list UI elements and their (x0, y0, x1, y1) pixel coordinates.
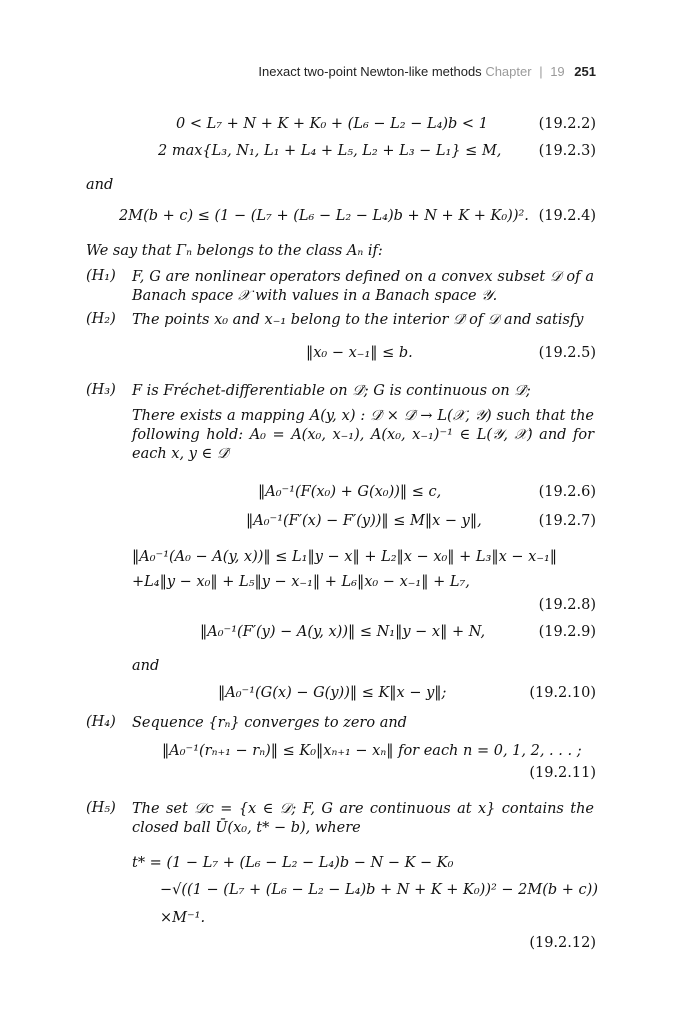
equation-19-2-12-line1: t* = (1 − L₇ + (L₆ − L₂ − L₄)b − N − K − K₀ (132, 855, 454, 871)
hypothesis-h3-line1: F is Fréchet-differentiable on 𝒟̊; G is continuous on 𝒟̊; (132, 383, 531, 399)
equation-number-19-2-4: (19.2.4) (538, 208, 596, 224)
hypothesis-tag-h5: (H₅) (86, 800, 116, 816)
equation-number-19-2-8: (19.2.8) (538, 597, 596, 613)
equation-number-19-2-11: (19.2.11) (529, 765, 596, 781)
hypothesis-tag-h1: (H₁) (86, 268, 116, 284)
running-header (258, 64, 596, 79)
equation-19-2-5: ‖x₀ − x₋₁‖ ≤ b. (306, 345, 413, 361)
hypothesis-tag-h2: (H₂) (86, 311, 116, 327)
equation-number-19-2-5: (19.2.5) (538, 345, 596, 361)
hypothesis-h4-text: Sequence {rₙ} converges to zero and (132, 715, 407, 731)
equation-number-19-2-3: (19.2.3) (538, 143, 596, 159)
equation-19-2-2: 0 < L₇ + N + K + K₀ + (L₆ − L₂ − L₄)b < 1 (176, 116, 488, 132)
equation-19-2-8-line2: +L₄‖y − x₀‖ + L₅‖y − x₋₁‖ + L₆‖x₀ − x₋₁‖ + L₇, (132, 574, 470, 590)
equation-number-19-2-9: (19.2.9) (538, 624, 596, 640)
equation-19-2-12-line3: ×M⁻¹. (160, 910, 206, 926)
equation-19-2-11: ‖A₀⁻¹(rₙ₊₁ − rₙ)‖ ≤ K₀‖xₙ₊₁ − xₙ‖ for each n = 0, 1, 2, . . . ; (162, 743, 582, 759)
equation-19-2-8-line1: ‖A₀⁻¹(A₀ − A(y, x))‖ ≤ L₁‖y − x‖ + L₂‖x − x₀‖ + L₃‖x − x₋₁‖ (132, 549, 558, 565)
equation-19-2-3: 2 max{L₃, N₁, L₁ + L₄ + L₅, L₂ + L₃ − L₁} ≤ M, (158, 143, 502, 159)
hypothesis-h5-text: The set 𝒟c = {x ∈ 𝒟; F, G are continuous at x} contains the closed ball Ū(x₀, t* − b), where (132, 801, 594, 836)
chapter-label: Chapter (485, 64, 532, 79)
hypothesis-tag-h4: (H₄) (86, 714, 116, 730)
header-separator: | (539, 64, 543, 79)
equation-19-2-10: ‖A₀⁻¹(G(x) − G(y))‖ ≤ K‖x − y‖; (218, 685, 447, 701)
hypothesis-h2-text: The points x₀ and x₋₁ belong to the interior 𝒟̊ of 𝒟 and satisfy (132, 312, 584, 328)
equation-19-2-4: 2M(b + c) ≤ (1 − (L₇ + (L₆ − L₂ − L₄)b + N + K + K₀))². (119, 208, 529, 224)
equation-19-2-9: ‖A₀⁻¹(F′(y) − A(y, x))‖ ≤ N₁‖y − x‖ + N, (200, 624, 486, 640)
equation-19-2-12-line2: −√((1 − (L₇ + (L₆ − L₂ − L₄)b + N + K + K₀))² − 2M(b + c)) (160, 882, 598, 898)
hypothesis-h3-line2: There exists a mapping A(y, x) : 𝒟̊ × 𝒟̊ → L(𝒳, 𝒴) such that the following hold: A₀ = A(x₀, x₋₁), A(x₀, x₋₁)⁻¹ ∈ L(𝒴, 𝒳) and for each x, y ∈ 𝒟̊ (132, 408, 594, 462)
equation-number-19-2-10: (19.2.10) (529, 685, 596, 701)
page-number: 251 (574, 64, 596, 79)
and-connector: and (86, 177, 114, 193)
and-connector-2: and (132, 658, 160, 674)
hypothesis-h1-text: F, G are nonlinear operators defined on a convex subset 𝒟 of a Banach space 𝒳 with values in a Banach space 𝒴. (132, 269, 594, 304)
equation-number-19-2-12: (19.2.12) (529, 935, 596, 951)
equation-number-19-2-6: (19.2.6) (538, 484, 596, 500)
chapter-number: 19 (550, 64, 565, 79)
hypothesis-tag-h3: (H₃) (86, 382, 116, 398)
equation-19-2-7: ‖A₀⁻¹(F′(x) − F′(y))‖ ≤ M‖x − y‖, (246, 513, 482, 529)
equation-19-2-6: ‖A₀⁻¹(F(x₀) + G(x₀))‖ ≤ c, (258, 484, 442, 500)
equation-number-19-2-2: (19.2.2) (538, 116, 596, 132)
running-title: Inexact two-point Newton-like methods (258, 64, 482, 79)
definition-intro: We say that Γₙ belongs to the class Aₙ if: (86, 243, 383, 259)
equation-number-19-2-7: (19.2.7) (538, 513, 596, 529)
